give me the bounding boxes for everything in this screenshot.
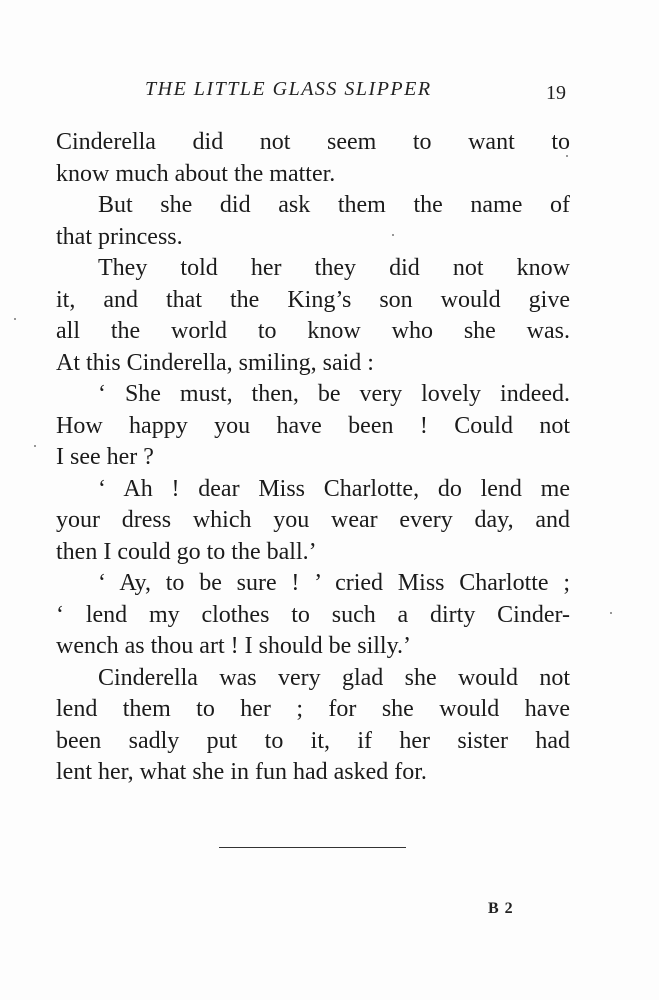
paper-speck: [392, 234, 394, 236]
text-line: How happy you have been ! Could not: [56, 412, 570, 439]
text-line: ‘ She must, then, be very lovely indeed.: [98, 381, 570, 407]
text-line: Cinderella was very glad she would not: [98, 664, 570, 691]
text-line: But she did ask them the name of: [98, 192, 570, 218]
signature-mark: B 2: [488, 900, 514, 917]
text-line: They told her they did not know: [98, 255, 570, 281]
body-text: [56, 127, 570, 789]
running-head-title: THE LITTLE GLASS SLIPPER: [145, 78, 432, 100]
text-line: wench as thou art ! I should be silly.’: [56, 633, 412, 659]
text-line: know much about the matter.: [56, 160, 336, 187]
text-line: At this Cinderella, smiling, said :: [56, 349, 374, 376]
text-line: then I could go to the ball.’: [56, 538, 317, 565]
page-number: 19: [546, 82, 566, 104]
paper-speck: [34, 445, 36, 447]
section-end-rule: [219, 847, 406, 848]
text-line: ‘ lend my clothes to such a dirty Cinder-: [56, 601, 570, 628]
paper-speck: [610, 612, 612, 614]
text-line: ‘ Ay, to be sure ! ’ cried Miss Charlotte ;: [98, 570, 570, 596]
text-line: ‘ Ah ! dear Miss Charlotte, do lend me: [98, 475, 570, 502]
text-line: been sadly put to it, if her sister had: [56, 727, 570, 754]
text-line: I see her ?: [56, 444, 154, 470]
text-line: Cinderella did not seem to want to: [56, 129, 570, 155]
text-line: all the world to know who she was.: [56, 318, 570, 344]
text-line: lend them to her ; for she would have: [56, 696, 570, 722]
text-line: it, and that the King’s son would give: [56, 286, 570, 313]
text-line: lent her, what she in fun had asked for.: [56, 759, 427, 785]
paper-speck: [566, 155, 568, 157]
paper-speck: [14, 318, 16, 320]
text-line: your dress which you wear every day, and: [56, 507, 570, 533]
text-line: that princess.: [56, 223, 183, 250]
